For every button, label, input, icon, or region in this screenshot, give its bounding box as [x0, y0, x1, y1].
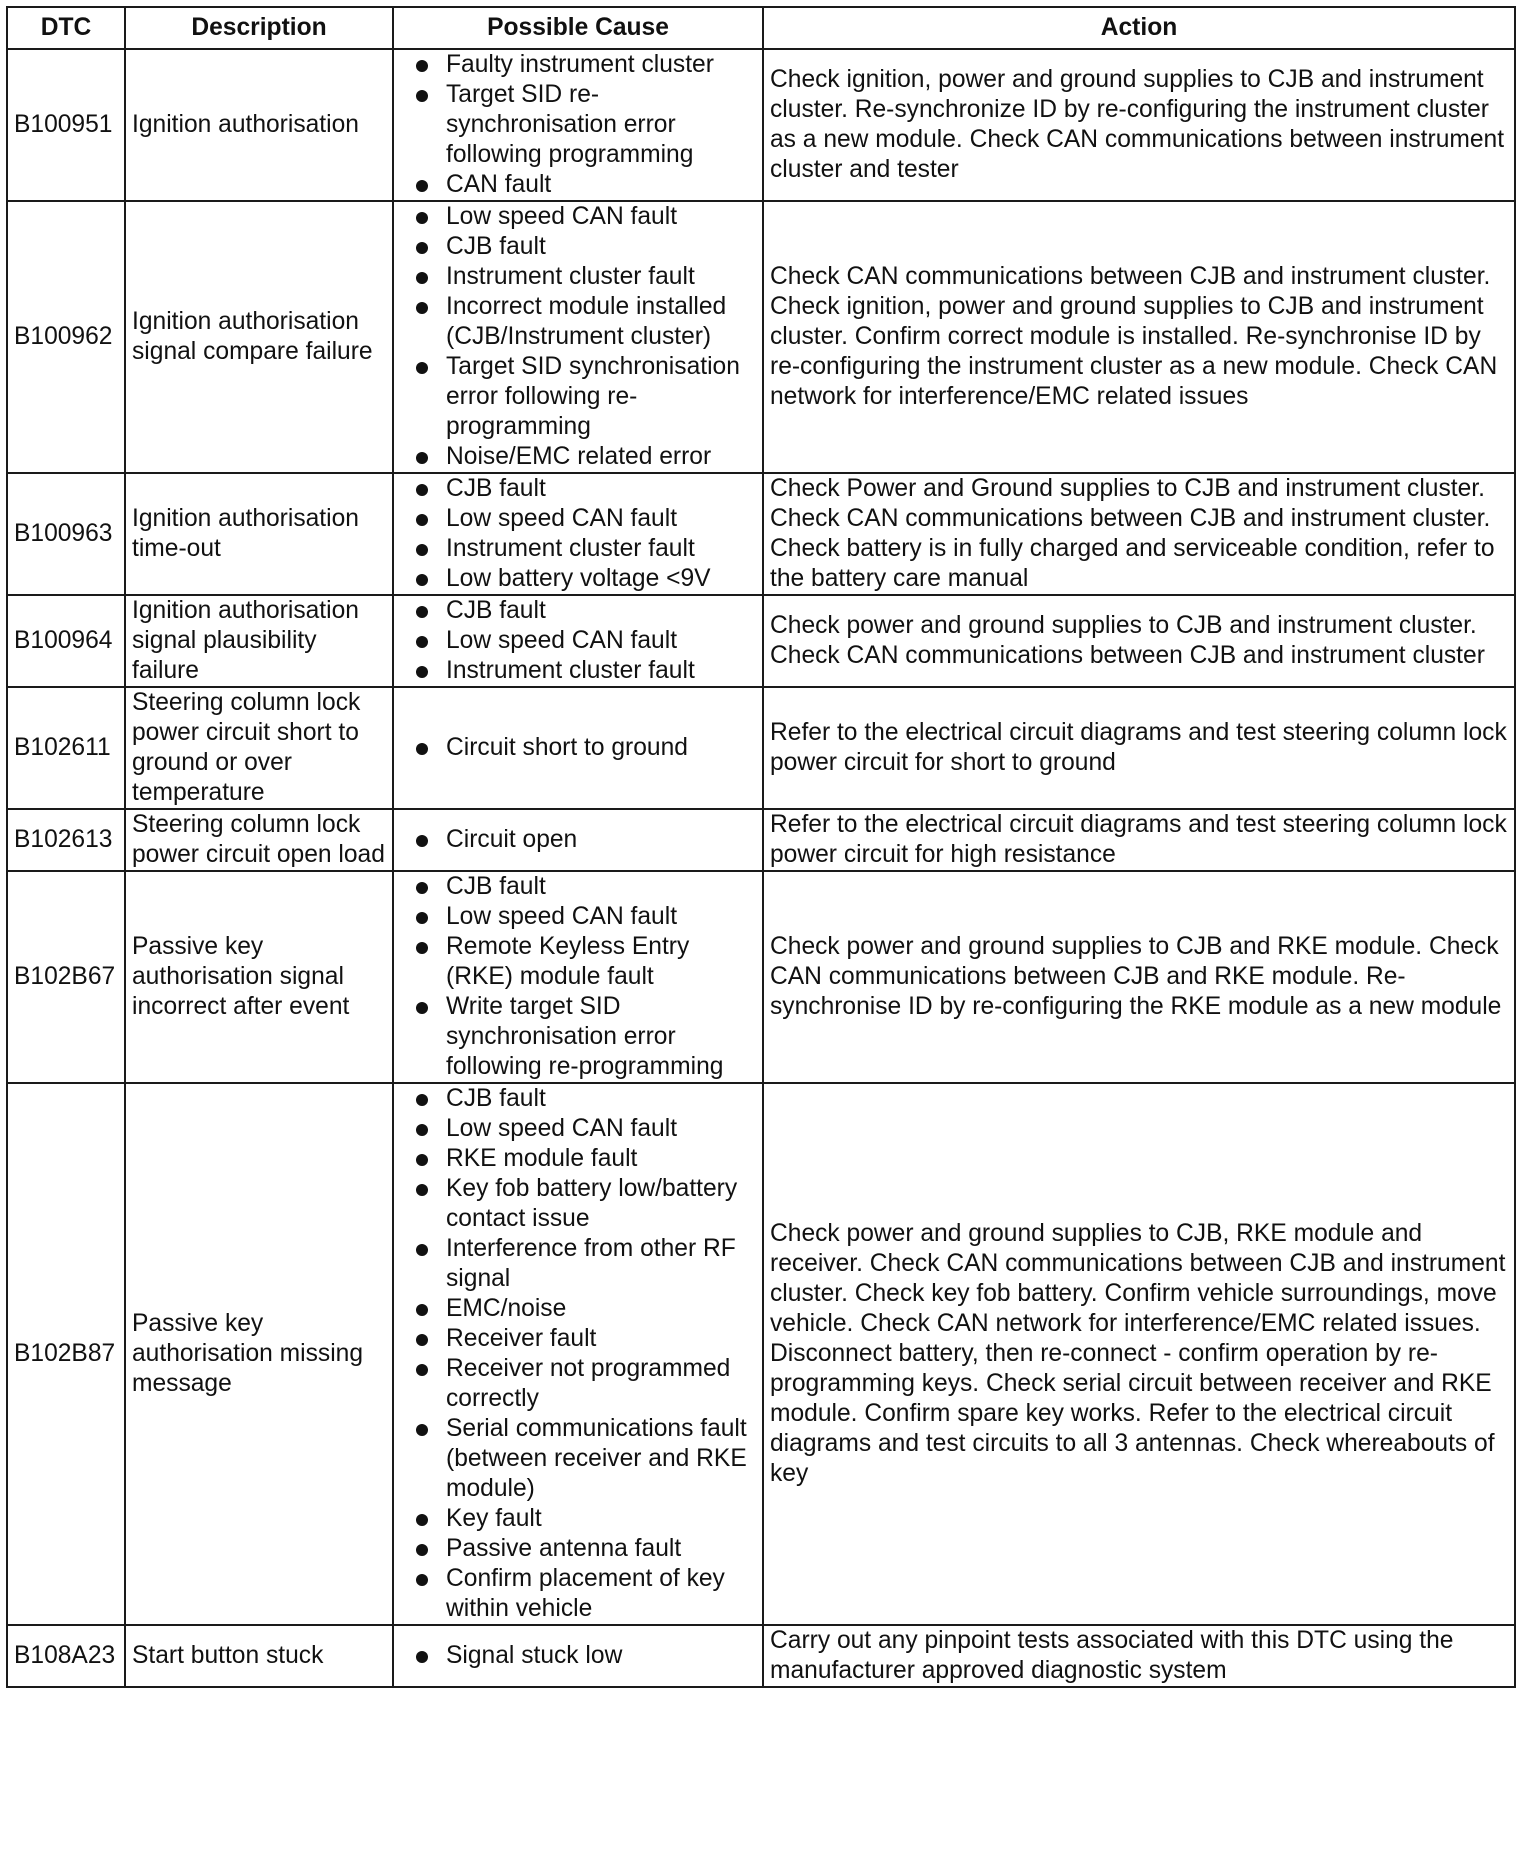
cause-item: CJB fault	[400, 232, 756, 262]
description-cell: Ignition authorisation signal plausibility failure	[125, 595, 393, 687]
cause-list	[400, 202, 756, 472]
description-cell: Ignition authorisation signal compare failure	[125, 201, 393, 473]
action-cell: Refer to the electrical circuit diagrams and test steering column lock power circuit for short to ground	[763, 687, 1515, 809]
cause-item: Low speed CAN fault	[400, 626, 756, 656]
cause-item: Passive antenna fault	[400, 1534, 756, 1564]
table-row	[7, 1625, 1515, 1687]
cause-item: Key fault	[400, 1504, 756, 1534]
cause-item: Circuit short to ground	[400, 733, 756, 763]
cause-item: Write target SID synchronisation error following re-programming	[400, 992, 756, 1082]
cause-item: Target SID synchronisation error following re-programming	[400, 352, 756, 442]
action-cell: Check ignition, power and ground supplies to CJB and instrument cluster. Re-synchronize ID by re-configuring the instrument cluster as a new module. Check CAN communications between instrument cluster and tester	[763, 49, 1515, 201]
cause-item: Faulty instrument cluster	[400, 50, 756, 80]
description-cell: Steering column lock power circuit short to ground or over temperature	[125, 687, 393, 809]
cause-list	[400, 733, 756, 763]
cause-item: Instrument cluster fault	[400, 534, 756, 564]
cause-item: Receiver not programmed correctly	[400, 1354, 756, 1414]
cause-item: Receiver fault	[400, 1324, 756, 1354]
action-cell: Check power and ground supplies to CJB and instrument cluster. Check CAN communications between CJB and instrument cluster	[763, 595, 1515, 687]
possible-cause-cell	[393, 809, 763, 871]
action-cell: Check power and ground supplies to CJB and RKE module. Check CAN communications between CJB and RKE module. Re-synchronise ID by re-configuring the RKE module as a new module	[763, 871, 1515, 1083]
description-cell: Start button stuck	[125, 1625, 393, 1687]
table-row	[7, 49, 1515, 201]
header-dtc: DTC	[7, 7, 125, 49]
cause-item: Low battery voltage <9V	[400, 564, 756, 594]
dtc-code-cell: B100963	[7, 473, 125, 595]
cause-item: Low speed CAN fault	[400, 902, 756, 932]
table-row	[7, 871, 1515, 1083]
cause-item: CJB fault	[400, 1084, 756, 1114]
cause-item: CAN fault	[400, 170, 756, 200]
dtc-code-cell: B102B67	[7, 871, 125, 1083]
cause-item: CJB fault	[400, 596, 756, 626]
table-row	[7, 201, 1515, 473]
cause-list	[400, 596, 756, 686]
possible-cause-cell	[393, 1625, 763, 1687]
dtc-code-cell: B100951	[7, 49, 125, 201]
action-cell: Check Power and Ground supplies to CJB and instrument cluster. Check CAN communications between CJB and instrument cluster. Check battery is in fully charged and serviceable condition, refer to the battery care manual	[763, 473, 1515, 595]
cause-list	[400, 825, 756, 855]
action-cell: Check power and ground supplies to CJB, RKE module and receiver. Check CAN communications between CJB and instrument cluster. Check key fob battery. Confirm vehicle surroundings, move vehicle. Check CAN network for interference/EMC related issues. Disconnect battery, then re-connect - confirm operation by re-programming keys. Check serial circuit between receiver and RKE module. Confirm spare key works. Refer to the electrical circuit diagrams and test circuits to all 3 antennas. Check whereabouts of key	[763, 1083, 1515, 1625]
description-cell: Ignition authorisation time-out	[125, 473, 393, 595]
header-possible-cause: Possible Cause	[393, 7, 763, 49]
cause-item: Key fob battery low/battery contact issue	[400, 1174, 756, 1234]
dtc-code-cell: B102611	[7, 687, 125, 809]
cause-item: Noise/EMC related error	[400, 442, 756, 472]
possible-cause-cell	[393, 687, 763, 809]
action-cell: Check CAN communications between CJB and instrument cluster. Check ignition, power and ground supplies to CJB and instrument cluster. Confirm correct module is installed. Re-synchronise ID by re-configuring the instrument cluster as a new module. Check CAN network for interference/EMC related issues	[763, 201, 1515, 473]
cause-item: Low speed CAN fault	[400, 504, 756, 534]
cause-item: Signal stuck low	[400, 1641, 756, 1671]
dtc-code-cell: B102B87	[7, 1083, 125, 1625]
cause-item: EMC/noise	[400, 1294, 756, 1324]
header-row	[7, 7, 1515, 49]
dtc-code-cell: B108A23	[7, 1625, 125, 1687]
cause-item: Interference from other RF signal	[400, 1234, 756, 1294]
cause-item: CJB fault	[400, 474, 756, 504]
dtc-code-cell: B102613	[7, 809, 125, 871]
action-cell: Carry out any pinpoint tests associated with this DTC using the manufacturer approved diagnostic system	[763, 1625, 1515, 1687]
cause-item: Low speed CAN fault	[400, 1114, 756, 1144]
cause-item: Low speed CAN fault	[400, 202, 756, 232]
dtc-code-cell: B100964	[7, 595, 125, 687]
description-cell: Steering column lock power circuit open load	[125, 809, 393, 871]
cause-list	[400, 50, 756, 200]
description-cell: Passive key authorisation missing message	[125, 1083, 393, 1625]
table-row	[7, 473, 1515, 595]
cause-item: Incorrect module installed (CJB/Instrument cluster)	[400, 292, 756, 352]
cause-item: Instrument cluster fault	[400, 262, 756, 292]
table-row	[7, 809, 1515, 871]
possible-cause-cell	[393, 49, 763, 201]
cause-item: Remote Keyless Entry (RKE) module fault	[400, 932, 756, 992]
possible-cause-cell	[393, 473, 763, 595]
description-cell: Passive key authorisation signal incorrect after event	[125, 871, 393, 1083]
cause-item: Instrument cluster fault	[400, 656, 756, 686]
table-row	[7, 595, 1515, 687]
cause-item: CJB fault	[400, 872, 756, 902]
possible-cause-cell	[393, 595, 763, 687]
cause-list	[400, 1084, 756, 1624]
table-row	[7, 687, 1515, 809]
cause-item: Circuit open	[400, 825, 756, 855]
description-cell: Ignition authorisation	[125, 49, 393, 201]
cause-list	[400, 474, 756, 594]
header-action: Action	[763, 7, 1515, 49]
possible-cause-cell	[393, 871, 763, 1083]
cause-item: RKE module fault	[400, 1144, 756, 1174]
cause-item: Serial communications fault (between receiver and RKE module)	[400, 1414, 756, 1504]
cause-list	[400, 1641, 756, 1671]
dtc-code-cell: B100962	[7, 201, 125, 473]
header-description: Description	[125, 7, 393, 49]
dtc-table	[6, 6, 1516, 1688]
table-body	[7, 49, 1515, 1687]
possible-cause-cell	[393, 1083, 763, 1625]
cause-item: Target SID re-synchronisation error following programming	[400, 80, 756, 170]
action-cell: Refer to the electrical circuit diagrams and test steering column lock power circuit for high resistance	[763, 809, 1515, 871]
table-row	[7, 1083, 1515, 1625]
possible-cause-cell	[393, 201, 763, 473]
cause-list	[400, 872, 756, 1082]
cause-item: Confirm placement of key within vehicle	[400, 1564, 756, 1624]
